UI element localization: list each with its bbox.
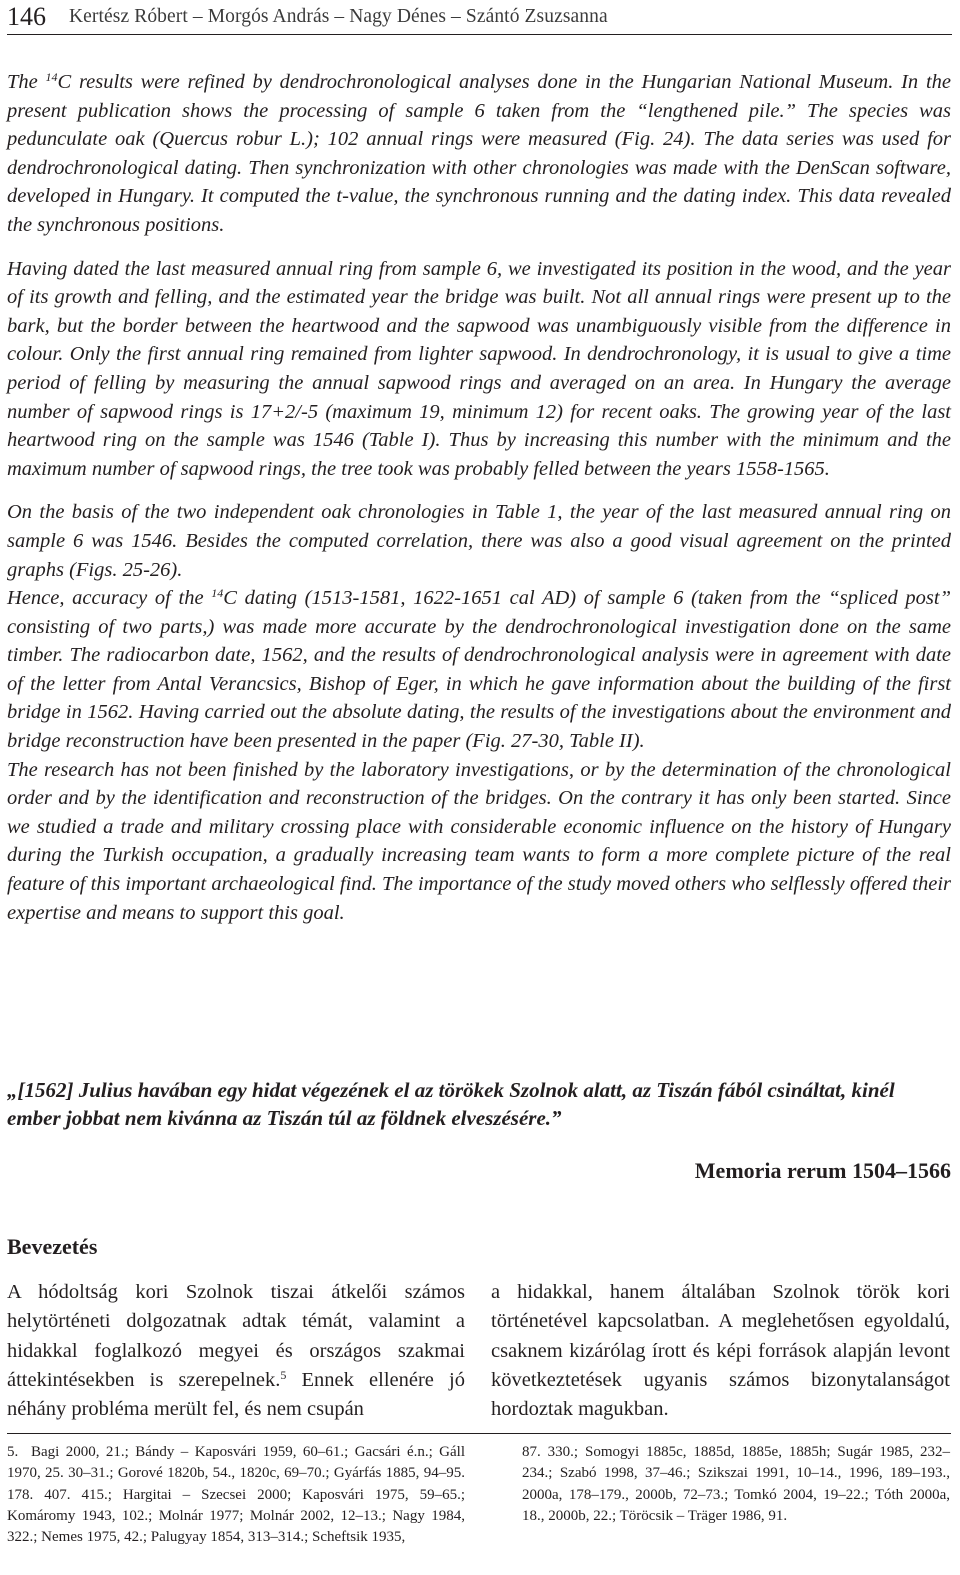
abstract-paragraph: The research has not been finished by the laboratory investigations, or by the determination of the chronological order and by the identification and reconstruction of the bridges. On the contrary it has only been started. Since we studied a trade and military crossing place with considerable economic influence on the history of Hungary during the Turkish occupation, a gradually increasing team wants to form a more complete picture of the real feature of this important archaeological find. The importance of the study moved others who selflessly offered their expertise and means to support this goal. bbox=[7, 758, 951, 924]
body-text: Ennek ellenére jó néhány probléma merült fel, és nem csupán bbox=[7, 1368, 465, 1421]
abstract-text: C results were refined by dendrochronological analyses done in the Hungarian National Museum. In the present publication shows the processing of sample 6 taken from the “lengthened pile.” The species was pedunculate oak (Quercus robur L.); 102 annual rings were measured (Fig. 24). The data series was used for dendrochronological dating. Then synchronization with other chronologies was made with the DenScan software, developed in Hungary. It computed the t-value, the synchronous running and the dating index. This data revealed the synchronous positions. bbox=[7, 71, 951, 236]
footnote-right: 87. 330.; Somogyi 1885c, 1885d, 1885e, 1885h; Sugár 1985, 232–234.; Szabó 1998, 37–46.; Szikszai 1991, 10–14., 1996, 189–193., 2000a, 178–179., 2000b, 72–73.; Tomkó 2004, 19–22.; Tóth 2000a, 18., 2000b, 22.; Töröcsik – Träger 1986, 91. bbox=[522, 1444, 950, 1524]
isotope-superscript: 14 bbox=[45, 70, 58, 84]
motto-source: Memoria rerum 1504–1566 bbox=[694, 1158, 951, 1183]
section-heading: Bevezetés bbox=[7, 1234, 98, 1259]
abstract-paragraph bbox=[7, 68, 951, 240]
abstract-text: Hence, accuracy of the bbox=[7, 587, 212, 610]
abstract-paragraph: Having dated the last measured annual ring from sample 6, we investigated its position in the wood, and the year of its growth and felling, and the estimated year the bridge was built. Not all annual rings were present up to the bark, but the border between the heartwood and the sapwood was unambiguously visible from the difference in colour. Only the first annual ring remained from lighter sapwood. In dendrochronology, it is usual to give a time period of felling by measuring the annual sapwood rings and averaged on an area. In Hungary the average number of sapwood rings is 17+2/-5 (maximum 19, minimum 12) for recent oaks. The growing year of the last heartwood ring on the sample was 1546 (Table I). Thus by increasing this number with the minimum and the maximum number of sapwood rings, the tree took was probably felled between the years 1558-1565. bbox=[7, 257, 951, 480]
motto-quote: „[1562] Julius havában egy hidat végezének el az törökek Szolnok alatt, az Tiszán fából csináltat, kinél ember jobbat nem kivánna az Tiszán túl az földnek elveszésére.” bbox=[7, 1078, 895, 1130]
footnote-left bbox=[7, 1442, 465, 1548]
body-text: A hódoltság kori Szolnok tiszai átkelői számos helytörténeti dolgozatnak adtak témát, valamint a hidakkal foglalkozó megyei és országos szakmai áttekintésekben is szerepelnek. bbox=[7, 1281, 465, 1391]
page-number: 146 bbox=[7, 2, 46, 31]
english-abstract bbox=[7, 68, 951, 927]
abstract-text: The bbox=[7, 71, 46, 93]
body-column-right: a hidakkal, hanem általában Szolnok török kori történetével kapcsolatban. A meglehetősen egyoldalú, csaknem kizárólag írott és képi források alapján levont következtetések ugyanis számos bizonytalanságot hordoztak magukban. bbox=[491, 1281, 950, 1421]
running-head-authors: Kertész Róbert – Morgós András – Nagy Dénes – Szántó Zsuzsanna bbox=[69, 6, 608, 27]
isotope-superscript: 14 bbox=[211, 586, 224, 601]
footnote-reference: 5 bbox=[280, 1367, 287, 1382]
abstract-paragraph: On the basis of the two independent oak chronologies in Table 1, the year of the last measured annual ring on sample 6 was 1546. Besides the computed correlation, there was also a good visual agreement on the printed graphs (Figs. 25-26). bbox=[7, 501, 951, 581]
footnote-number: 5. bbox=[7, 1444, 19, 1460]
abstract-paragraph bbox=[7, 584, 951, 756]
footnote-divider bbox=[7, 1433, 951, 1434]
page-header bbox=[7, 0, 952, 35]
abstract-text: C dating (1513-1581, 1622-1651 cal AD) of sample 6 (taken from the “spliced post” consisting of two parts,) was made more accurate by the dendrochronological investigation done on the same timber. The radiocarbon date, 1562, and the results of dendrochronological analysis were in agreement with date of the letter from Antal Verancsics, Bishop of Eger, in which he gave information about the building of the first bridge in 1562. Having carried out the absolute dating, the results of the investigations about the environment and bridge reconstruction have been presented in the paper (Fig. 27-30, Table II). bbox=[7, 587, 951, 753]
body-column-left bbox=[7, 1278, 465, 1424]
footnote-text: Bagi 2000, 21.; Bándy – Kaposvári 1959, 60–61.; Gacsári é.n.; Gáll 1970, 25. 30–31.; Gorové 1820b, 54., 1820c, 69–70.; Gyárfás 1885, 94–95. 178. 407. 415.; Hargitai – Szecsei 2000; Kaposvári 1975, 59–65.; Komáromy 1943, 102.; Molnár 1977; Molnár 2002, 12–13.; Nagy 1984, 322.; Nemes 1975, 42.; Palugyay 1854, 313–314.; Scheftsik 1935, bbox=[7, 1444, 465, 1546]
